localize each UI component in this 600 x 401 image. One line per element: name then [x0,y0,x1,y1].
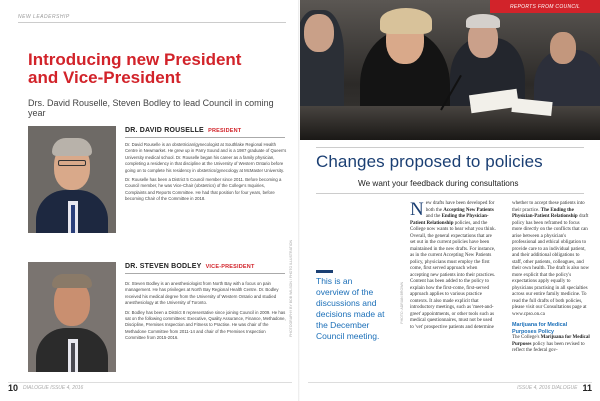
section-tag: REPORTS FROM COUNCIL [509,3,581,10]
headline [28,51,288,87]
publication-label: ISSUE 4, 2016 DIALOGUE [517,385,578,391]
vice-president-name: DR. STEVEN BODLEY [125,263,202,270]
body-text: The College's [512,335,541,341]
pullquote: This is an overview of the discussions and decisions made at the December Council meeting. [316,276,385,341]
body-text: policies, and the College now wants to hear what you think. Overall, the general expectations that are set out in the current policies have been maintained in the new drafts. For instance, as in the current Accepting New Patients policy, physicians must employ the first come, first served approach when accepting new patients into their practices. Content has been added to the policy to explain how the first-come, first-served approach applies to various practice contexts. It also made explicit that introductory meetings, such as 'meet-and-greet' appointments, or other tools such as medical questionnaires, must not be used to 'vet' prospective patients and determine [410,220,496,330]
subhead: Drs. David Rouselle, Steven Bodley to lead Council in coming year [28,98,274,118]
body-text: policy has been revised to reflect the federal gov- [512,341,585,354]
divider [316,193,584,194]
body-text: and the [425,214,442,219]
body-text: draft policy has been reframed to focus more directly on the conflicts that can arise between a physician's professional and ethical obligation to provide care to an individual patient, and their additional obligations to staff, other patients, colleagues, and their own health. The draft is also now more explicit that the policy's expectations apply equally to physicians practising in all specialties across our entire family medicine. To read the full drafts of both policies, please visit our Consultations page at www.cpso.on.ca [512,214,590,317]
page-number: 11 [582,383,592,393]
right-page [300,0,600,401]
photo-credit: PHOTO: ADRIAN BROWN [400,282,404,324]
council-meeting-photo [300,0,600,140]
article-title: Changes proposed to policies [316,152,543,171]
divider [125,137,285,138]
page-folio [517,383,592,393]
pullquote-accent [316,270,333,273]
photo-credit: PHOTOGRAPHY BY BOB WILSON / PHOTO ILLUSTRATION [289,240,293,337]
section-tag: NEW LEADERSHIP [18,14,70,20]
president-name: DR. DAVID ROUSELLE [125,127,204,134]
section-tag-banner [490,0,600,13]
section-subhead: Marijuana for Medical Purposes Policy [512,322,568,335]
policy-name: Accepting New Patients [443,207,494,213]
article-column-2 [512,201,590,355]
vice-president-bio [125,281,287,345]
policy-name: Marijuana for Medical Purposes [512,335,590,347]
bio-paragraph: Dr. David Rouselle is an obstetrician/gynecologist at Southlake Regional Health Centre in Newmarket. He grew up in Parry Sound and is a 1987 graduate of Queen's University medical school. Dr. Rouselle began his career as a family physician, completing a residency in that discipline at the University of Western Ontario before going on to complete his residency in obstetrics/gynecology at McMaster University. [125,142,287,173]
divider [125,273,285,274]
vice-president-name-label [125,263,255,270]
headline-line2: and Vice-President [28,68,181,87]
page-folio [8,383,83,393]
policy-name: The Ending the Physician-Patient Relationship [512,207,578,219]
vice-president-photo [28,262,116,372]
policy-name: Ending the Physician-Patient Relationship [410,214,489,226]
president-name-label [125,127,241,134]
publication-label: DIALOGUE ISSUE 4, 2016 [23,385,84,391]
president-bio [125,142,287,206]
president-role: PRESIDENT [208,128,242,134]
vice-president-role: VICE-PRESIDENT [205,264,255,270]
article-subtitle: We want your feedback during consultations [358,179,519,188]
page-number: 10 [8,383,19,393]
president-photo [28,126,116,233]
bio-paragraph: Dr. Bodley has been a District 8 representative since joining Council in 2009. He has sat on the following committees: Executive, Quality Assurance, Finance, Methadone, Discipline, Premises Inspection and Fitness to Practise. He was chair of the Methadone Committee from 2011-14 and chair of the Premises Inspection Committee from 2015-2016. [125,309,286,341]
body-text: ew drafts have been developed for both the [425,201,495,213]
article-column-1 [410,201,496,331]
divider [316,147,584,148]
body-text: whether to accept these patients into their practice. [512,201,585,213]
headline-line1: Introducing new President [28,50,242,69]
divider [18,22,286,23]
bio-paragraph: Dr. Steven Bodley is an anesthesiologist from North Bay with a focus on pain management. He has privileges at North Bay Regional Health Centre. Dr. Bodley received his medical degree from the University of Western Ontario and studied anesthesiology at the University of Toronto. [125,281,279,306]
bio-paragraph: Dr. Rouselle has been a District 5 Council member since 2011. Before becoming a Council member, he was Vice-Chair (obstetrics) of the College's Inquiries, Complaints and Reports Committee. He had that position for four years, before becoming Chair of the Committee in 2018. [125,177,282,202]
dropcap: N [410,199,424,220]
